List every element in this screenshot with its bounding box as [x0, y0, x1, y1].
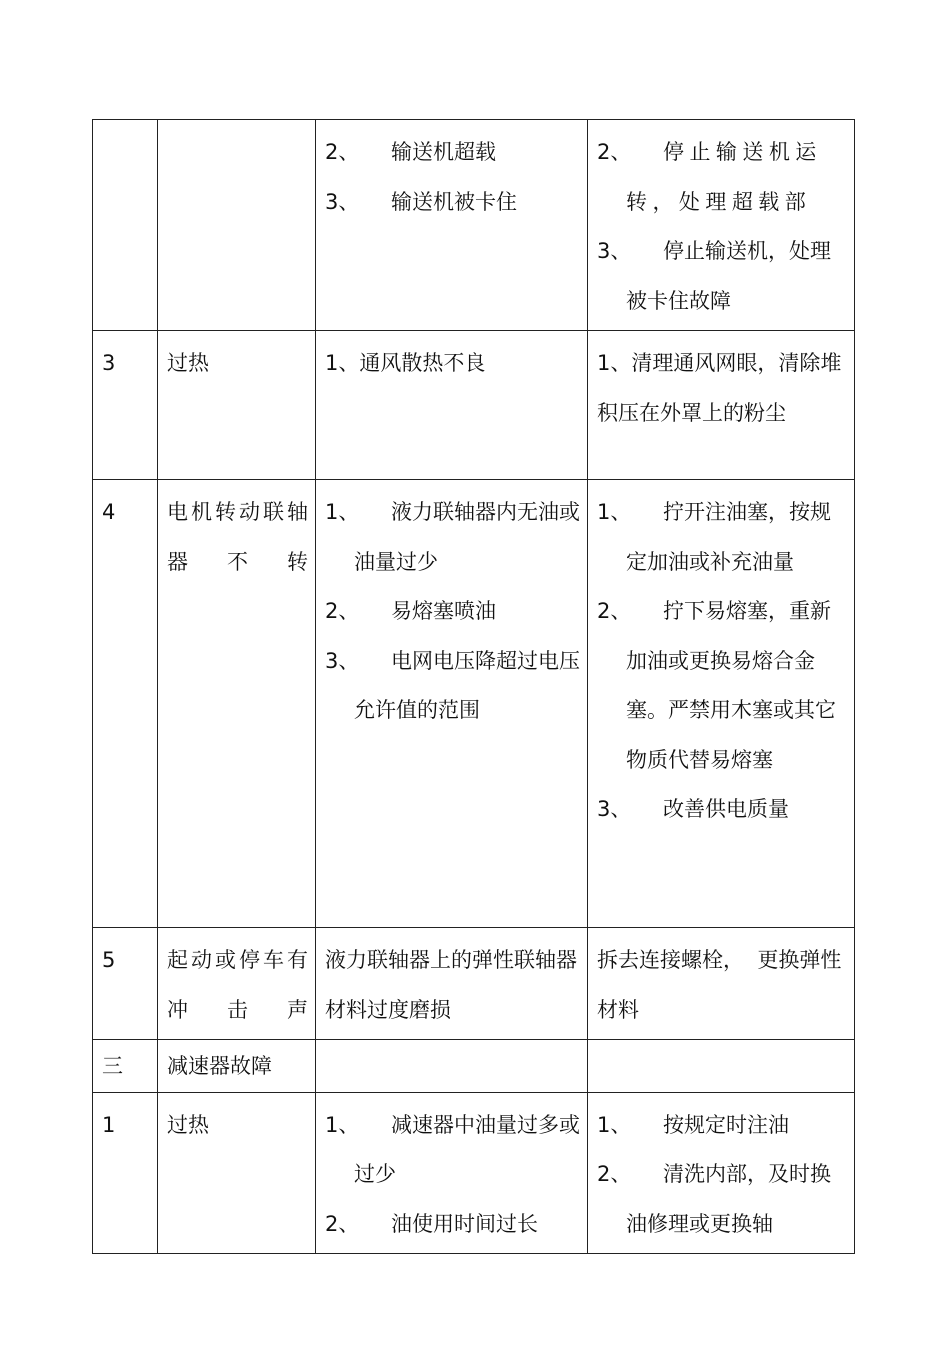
- remedy-item: 2、 停止输送机运转，处理超载部: [597, 140, 822, 214]
- remedy-item: 3、 停止输送机，处理被卡住故障: [597, 239, 831, 313]
- table-row: [93, 331, 855, 480]
- cause-cell: 液力联轴器上的弹性联轴器材料过度磨损: [316, 928, 588, 1040]
- fault-name: 过热: [158, 1092, 316, 1254]
- row-number: 5: [93, 928, 158, 1040]
- remedy-cell: [588, 1040, 855, 1093]
- cause-item: 2、 油使用时间过长: [325, 1211, 538, 1236]
- cause-cell: [316, 120, 588, 331]
- cause-item: 1、 液力联轴器内无油或油量过少: [325, 500, 580, 574]
- row-number: 1: [93, 1092, 158, 1254]
- row-number: 三: [93, 1040, 158, 1093]
- remedy-item: 2、 清洗内部，及时换油修理或更换轴: [597, 1162, 831, 1236]
- table-row: [93, 1092, 855, 1254]
- cause-cell: [316, 1092, 588, 1254]
- remedy-cell: 拆去连接螺栓， 更换弹性材料: [588, 928, 855, 1040]
- fault-name: 过热: [158, 331, 316, 480]
- remedy-cell: [588, 120, 855, 331]
- remedy-item: 2、 拧下易熔塞，重新加油或更换易熔合金塞。严禁用木塞或其它物质代替易熔塞: [597, 599, 836, 772]
- section-title: 减速器故障: [158, 1040, 316, 1093]
- fault-name: 电机转动联轴器不转: [158, 480, 316, 928]
- row-number: 4: [93, 480, 158, 928]
- remedy-item: 1、 按规定时注油: [597, 1112, 789, 1137]
- table-row: [93, 928, 855, 1040]
- row-number: [93, 120, 158, 331]
- remedy-item: 1、 拧开注油塞，按规定加油或补充油量: [597, 500, 831, 574]
- cause-item: 3、 输送机被卡住: [325, 189, 517, 214]
- cause-cell: [316, 480, 588, 928]
- remedy-item: 3、 改善供电质量: [597, 797, 789, 821]
- cause-item: 3、 电网电压降超过电压允许值的范围: [325, 648, 580, 722]
- table-row: [93, 120, 855, 331]
- cause-item: 2、 易熔塞喷油: [325, 599, 496, 623]
- cause-item: 1、 减速器中油量过多或过少: [325, 1112, 580, 1186]
- remedy-cell: [588, 480, 855, 928]
- cause-item: 2、 输送机超载: [325, 140, 496, 164]
- remedy-cell: 1、清理通风网眼，清除堆积压在外罩上的粉尘: [588, 331, 855, 480]
- fault-name: [158, 120, 316, 331]
- fault-name: 起动或停车有冲击声: [158, 928, 316, 1040]
- table-row: [93, 480, 855, 928]
- cause-cell: [316, 1040, 588, 1093]
- table-row: [93, 1040, 855, 1093]
- cause-cell: 1、通风散热不良: [316, 331, 588, 480]
- fault-table: [92, 119, 855, 1254]
- remedy-cell: [588, 1092, 855, 1254]
- row-number: 3: [93, 331, 158, 480]
